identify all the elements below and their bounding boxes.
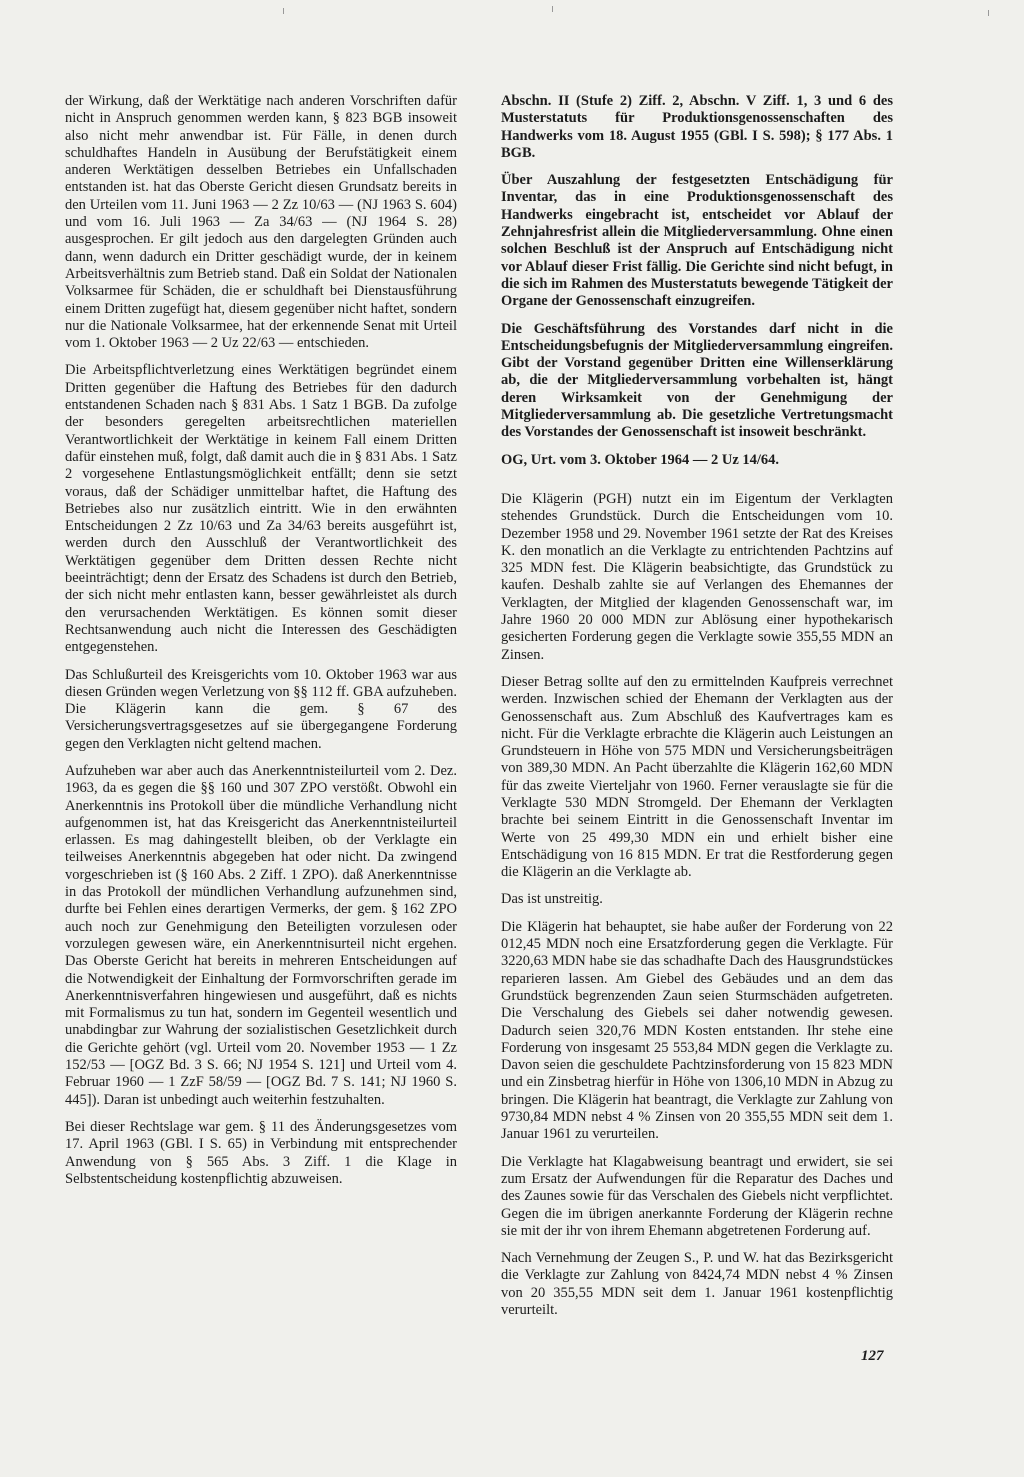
right-paragraph: Die Klägerin (PGH) nutzt ein im Eigentum der Verklagten stehendes Grundstück. Durch die Entscheidungen vom 10. Dezember 1958 und 29. November 1961 setzte der Rat des Kreises K. den monatlich an die Verklagte zu entrichtenden Pachtzins auf 325 MDN fest. Die Klägerin beabsichtigte, das Grundstück zu kaufen. Deshalb zahlte sie auf Verlangen des Ehemannes der Verklagten, der Mitglied der klagenden Genossenschaft war, im Jahre 1960 20 000 MDN zur Ablösung einer hypothekarisch gesicherten Forderung gegen die Verklagte sowie 355,55 MDN an Zinsen. — [501, 490, 893, 663]
headnote-paragraph: Über Auszahlung der festgesetzten Entschädigung für Inventar, das in eine Produktionsgenossenschaft des Handwerks eingebracht ist, entscheidet vor Ablauf der Zehnjahresfrist allein die Mitgliederversammlung. Ohne einen solchen Beschluß ist der Anspruch auf Entschädigung nicht vor Ablauf dieser Frist fällig. Die Gerichte sind nicht befugt, in die sich im Rahmen des Musterstatuts bewegende Tätigkeit der Organe der Genossenschaft einzugreifen. — [501, 172, 893, 310]
section-gap — [501, 479, 893, 491]
right-paragraph: Nach Vernehmung der Zeugen S., P. und W. hat das Bezirksgericht die Verklagte zur Zahlung von 8424,74 MDN nebst 4 % Zinsen von 20 355,55 MDN seit dem 1. Januar 1961 kostenpflichtig verurteilt. — [501, 1250, 893, 1318]
left-column — [65, 93, 457, 1198]
left-paragraph: Das Schlußurteil des Kreisgerichts vom 10. Oktober 1963 war aus diesen Gründen wegen Verletzung von §§ 112 ff. GBA aufzuheben. Die Klägerin kann die gem. § 67 des Versicherungsvertragsgesetzes auf sie übergegangene Forderung gegen den Verklagten nicht geltend machen. — [65, 666, 457, 752]
scan-mark — [988, 10, 989, 16]
left-paragraph: der Wirkung, daß der Werktätige nach anderen Vorschriften dafür nicht in Anspruch genommen werden kann, § 823 BGB insoweit also nicht mehr anwendbar ist. Für Fälle, in denen durch schuldhaftes Handeln in Ausübung der Berufstätigkeit einem anderen Werktätigen desselben Betriebes ein Unfallschaden entstanden ist. hat das Oberste Gericht diesen Grundsatz bereits in den Urteilen vom 11. Juni 1963 — 2 Zz 10/63 — (NJ 1963 S. 604) und vom 16. Juli 1963 — Za 34/63 — (NJ 1964 S. 28) ausgesprochen. Er gilt jedoch aus den dargelegten Gründen auch dann, wenn dadurch ein Dritter geschädigt wurde, der in keinem Arbeitsverhältnis zum Betrieb stand. Daß ein Soldat der Nationalen Volksarmee für Schäden, die er schuldhaft bei Dienstausführung einem Dritten zugefügt hat, diesem gegenüber nicht haftet, sondern nur die Nationale Volksarmee, hat der erkennende Senat mit Urteil vom 1. Oktober 1963 — 2 Uz 22/63 — entschieden. — [65, 93, 457, 352]
left-paragraph: Bei dieser Rechtslage war gem. § 11 des Änderungsgesetzes vom 17. April 1963 (GBl. I S. 65) in Verbindung mit entsprechender Anwendung von § 565 Abs. 3 Ziff. 1 die Klage in Selbstentscheidung kostenpflichtig abzuweisen. — [65, 1118, 457, 1187]
right-column — [501, 93, 893, 1329]
scan-mark — [552, 6, 553, 12]
right-paragraph: Die Klägerin hat behauptet, sie habe außer der Forderung von 22 012,45 MDN noch eine Ersatzforderung gegen die Verklagte. Für 3220,63 MDN habe sie das schadhafte Dach des Hausgrundstückes reparieren lassen. Am Giebel des Gebäudes und an dem das Grundstück begrenzenden Zaun seien Sturmschäden aufgetreten. Die Verschalung des Giebels sei daher notwendig gewesen. Dadurch seien 320,76 MDN Kosten entstanden. Ihr stehe eine Forderung von insgesamt 25 553,84 MDN gegen die Verklagte zu. Davon seien die geschuldete Pachtzinsforderung von 15 823 MDN und ein Zinsbetrag hierfür in Höhe von 1306,10 MDN in Abzug zu bringen. Die Klägerin hat beantragt, die Verklagte zur Zahlung von 9730,84 MDN nebst 4 % Zinsen von 20 355,55 MDN seit dem 1. Januar 1961 zu verurteilen. — [501, 918, 893, 1143]
page-number: 127 — [861, 1348, 884, 1364]
headnote-citation: Abschn. II (Stufe 2) Ziff. 2, Abschn. V Ziff. 1, 3 und 6 des Musterstatuts für Produktionsgenossenschaften des Handwerks vom 18. August 1955 (GBl. I S. 598); § 177 Abs. 1 BGB. — [501, 93, 893, 161]
decision-reference: OG, Urt. vom 3. Oktober 1964 — 2 Uz 14/64. — [501, 451, 780, 468]
headnote-paragraph: Die Geschäftsführung des Vorstandes darf nicht in die Entscheidungsbefugnis der Mitgliederversammlung eingreifen. Gibt der Vorstand gegenüber Dritten eine Willenserklärung ab, die der Mitgliederversammlung vorbehalten ist, hängt deren Wirksamkeit von der Genehmigung der Mitgliederversammlung ab. Die gesetzliche Vertretungsmacht des Vorstandes der Genossenschaft ist insoweit beschränkt. — [501, 320, 893, 441]
right-paragraph: Dieser Betrag sollte auf den zu ermittelnden Kaufpreis verrechnet werden. Inzwischen schied der Ehemann der Verklagten aus der Genossenschaft aus. Zum Abschluß des Kaufvertrages kam es nicht. Für die Verklagte erbrachte die Klägerin auch Leistungen an Grundsteuern in Höhe von 575 MDN und Versicherungsbeiträgen von 389,30 MDN. An Pacht überzahlte die Klägerin 162,60 MDN für das zweite Vierteljahr von 1960. Ferner verauslagte sie für die Verklagte 530 MDN Stromgeld. Der Ehemann der Verklagten brachte bei seinem Eintritt in die Genossenschaft Inventar im Werte von 25 499,30 MDN ein und erhielt bisher eine Entschädigung von 16 815 MDN. Er trat die Restforderung gegen die Klägerin an die Verklagte ab. — [501, 673, 893, 881]
right-paragraph: Die Verklagte hat Klagabweisung beantragt und erwidert, sie sei zum Ersatz der Aufwendungen für die Reparatur des Daches und des Zaunes sowie für das Verschalen des Giebels nicht verpflichtet. Gegen die im übrigen anerkannte Forderung der Klägerin rechne sie mit der ihr von ihrem Ehemann abgetretenen Forderung auf. — [501, 1153, 893, 1239]
left-paragraph: Aufzuheben war aber auch das Anerkenntnisteilurteil vom 2. Dez. 1963, da es gegen die §§ 160 und 307 ZPO verstößt. Obwohl ein Anerkenntnis ins Protokoll über die mündliche Verhandlung nicht aufgenommen ist, hat das Kreisgericht das Anerkenntnisteilurteil erlassen. Es mag dahingestellt bleiben, ob der Verklagte ein teilweises Anerkenntnis abgegeben hat oder nicht. Da zwingend vorgeschrieben ist (§ 160 Abs. 2 Ziff. 1 ZPO). daß Anerkenntnisse in das Protokoll der mündlichen Verhandlung aufzunehmen sind, durfte bei Fehlen eines derartigen Vermerks, der gem. § 162 ZPO auch noch zur Genehmigung den Beteiligten vorzulesen oder vorzulegen gewesen wäre, ein Anerkenntnisurteil nicht ergehen. Das Oberste Gericht hat bereits in mehreren Entscheidungen auf die Notwendigkeit der Einhaltung der Formvorschriften gerade im Anerkenntnisverfahren hingewiesen und ausgeführt, daß es nichts mit Formalismus zu tun hat, sondern im Gegenteil wesentlich und unabdingbar zur Wahrung der sozialistischen Gesetzlichkeit durch die Gerichte gehört (vgl. Urteil vom 20. November 1953 — 1 Zz 152/53 — [OGZ Bd. 3 S. 66; NJ 1954 S. 121] und Urteil vom 4. Februar 1960 — 1 ZzF 58/59 — [OGZ Bd. 7 S. 141; NJ 1960 S. 445]). Daran ist unbedingt auch weiterhin festzuhalten. — [65, 762, 457, 1108]
scan-mark — [283, 8, 284, 14]
right-paragraph: Das ist unstreitig. — [501, 891, 603, 908]
left-paragraph: Die Arbeitspflichtverletzung eines Werktätigen begründet einem Dritten gegenüber die Haftung des Betriebes für den dadurch entstandenen Schaden nach § 831 Abs. 1 Satz 1 BGB. Da zufolge der besonders geregelten arbeitsrechtlichen materiellen Verantwortlichkeit der Werktätige in keinem Fall einem Dritten dafür einstehen muß, folgt, daß damit auch die in § 831 Abs. 1 Satz 2 vorgesehene Entlastungsmöglichkeit entfällt; denn sie setzt voraus, daß der Schädiger unmittelbar haftet, die Haftung des Betriebes also nur zusätzlich eintritt. Wie in den erwähnten Entscheidungen 2 Zz 10/63 und Za 34/63 bereits ausgeführt ist, werden durch den Ausschluß der Verantwortlichkeit des Werktätigen gegenüber dem Dritten dessen Rechte nicht beeinträchtigt; denn der Ersatz des Schadens ist durch den Betrieb, der sich nicht mehr entlasten kann, besser gewährleistet als durch den verursachenden Werktätigen. Es können somit dieser Rechtsanwendung auch nicht die Interessen des Geschädigten entgegenstehen. — [65, 362, 457, 656]
